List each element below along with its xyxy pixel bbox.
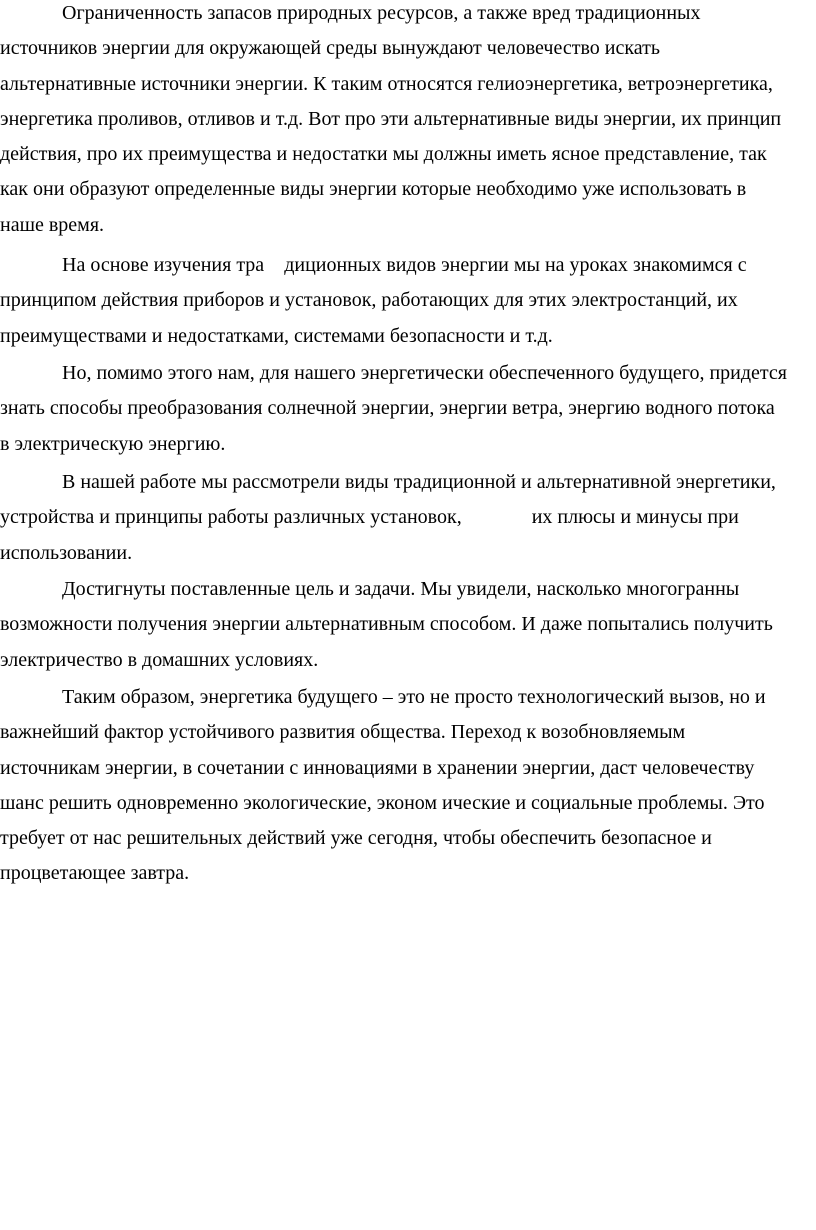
text-line: Достигнуты поставленные цель и задачи. Мы увидели, насколько многогранны bbox=[62, 578, 740, 600]
text-line: источникам энергии, в сочетании с инновациями в хранении энергии, даст человечеству bbox=[0, 756, 755, 779]
text-line: На основе изучения тра диционных видов энергии мы на уроках знакомимся с bbox=[62, 254, 747, 276]
text-line: альтернативные источники энергии. К таким относятся гелиоэнергетика, ветроэнергетика, bbox=[0, 72, 773, 95]
text-line: источников энергии для окружающей среды вынуждают человечество искать bbox=[0, 37, 660, 60]
paragraph-1 bbox=[0, 0, 816, 243]
text-line: В нашей работе мы рассмотрели виды традиционной и альтернативной энергетики, bbox=[62, 471, 776, 493]
text-line: требует от нас решительных действий уже сегодня, чтобы обеспечить безопасное и bbox=[0, 827, 712, 850]
text-line: использовании. bbox=[0, 541, 133, 564]
text-line: процветающее завтра. bbox=[0, 862, 190, 885]
text-line: Таким образом, энергетика будущего – это не просто технологический вызов, но и bbox=[62, 686, 766, 708]
text-line: Ограниченность запасов природных ресурсов, а также вред традиционных bbox=[62, 2, 701, 24]
text-line: знать способы преобразования солнечной энергии, энергии ветра, энергию водного потока bbox=[0, 397, 775, 420]
paragraph-6 bbox=[0, 680, 816, 892]
text-line: энергетика проливов, отливов и т.д. Вот про эти альтернативные виды энергии, их принцип bbox=[0, 107, 782, 130]
paragraph-3 bbox=[0, 356, 816, 462]
text-line: принципом действия приборов и установок, работающих для этих электростанций, их bbox=[0, 289, 738, 312]
text-line: шанс решить одновременно экологические, эконом ические и социальные проблемы. Это bbox=[0, 791, 765, 814]
text-line: электричество в домашних условиях. bbox=[0, 648, 319, 671]
text-line: наше время. bbox=[0, 213, 105, 236]
text-line: действия, про их преимущества и недостатки мы должны иметь ясное представление, так bbox=[0, 143, 767, 166]
text-line: в электрическую энергию. bbox=[0, 432, 226, 455]
paragraph-4 bbox=[0, 465, 816, 571]
text-line: устройства и принципы работы различных установок, их плюсы и минусы при bbox=[0, 506, 739, 529]
paragraph-2 bbox=[0, 248, 816, 354]
text-line: как они образуют определенные виды энергии которые необходимо уже использовать в bbox=[0, 178, 747, 201]
paragraph-5 bbox=[0, 572, 816, 678]
text-line: преимуществами и недостатками, системами безопасности и т.д. bbox=[0, 324, 553, 347]
text-line: Но, помимо этого нам, для нашего энергетически обеспеченного будущего, придется bbox=[62, 362, 787, 384]
text-line: важнейший фактор устойчивого развития общества. Переход к возобновляемым bbox=[0, 721, 686, 744]
text-line: возможности получения энергии альтернативным способом. И даже попытались получить bbox=[0, 613, 773, 636]
